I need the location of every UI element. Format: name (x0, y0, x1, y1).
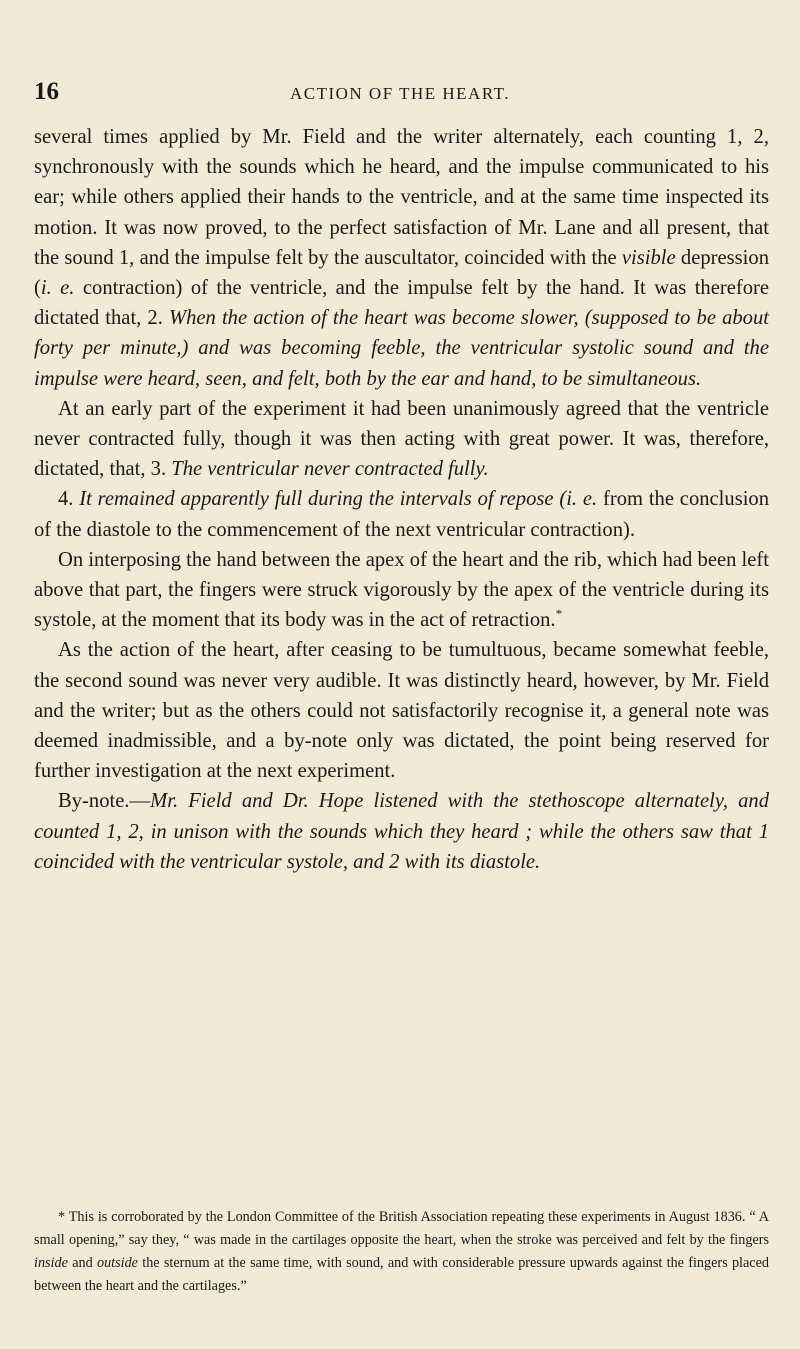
body-text (34, 122, 769, 877)
text-run: By-note.— (58, 790, 151, 813)
text-run: At an early part of the experiment it had been unanimously agreed that the ventricle never contracted fully, though it was then acting with great power. It was, therefore, dictated, that, 3. (34, 397, 769, 481)
text-run: the sternum at the same time, with sound, and with considerable pressure upwards against the fingers placed between the heart and the cartilages.” (34, 1255, 769, 1294)
text-run: * This is corroborated by the London Committee of the British Association repeating these experiments in August 1836. “ A small opening,” say they, “ was made in the cartilages opposite the heart, when the stroke was perceived and felt by the fingers (34, 1209, 769, 1248)
italic-text: Mr. Field and Dr. Hope listened with the stethoscope alternately, and counted 1, 2, in unison with the sounds which they heard ; while the others saw that 1 coincided with the ventricular systole, and 2 with its diastole. (34, 790, 769, 873)
text-run: and (67, 1255, 97, 1271)
italic-text: inside (34, 1255, 68, 1271)
text-run: On interposing the hand between the apex of the heart and the rib, which had been left above that part, the fingers were struck vigorously by the apex of the ventricle during its systole, at the moment that its body was in the act of retraction. (34, 548, 769, 632)
text-run: As the action of the heart, after ceasing to be tumultuous, became somewhat feeble, the second sound was never very audible. It was distinctly heard, however, by Mr. Field and the writer; but as the others could not satisfactorily recognise it, a general note was deemed inadmissible, and a by-note only was dictated, the point being reserved for further investigation at the next experiment. (34, 639, 769, 783)
paragraph (34, 394, 769, 485)
text-run: contraction) of the ventricle, and the impulse felt by the hand. It was therefore dictated that, 2. (34, 277, 769, 330)
italic-text: visible (621, 246, 676, 269)
paragraph (34, 484, 769, 544)
italic-text: i. e. (40, 277, 75, 300)
text-run: from the conclusion of the diastole to the commencement of the next ventricular contraction). (34, 488, 770, 541)
page-number: 16 (34, 78, 59, 105)
text-run: 4. (58, 488, 80, 511)
paragraph (34, 635, 769, 786)
italic-text: When the action of the heart was become slower, (supposed to be about forty per minute,) and was becoming feeble, the ventricular systolic sound and the impulse were heard, seen, and felt, both by the ear and hand, to be simultaneous. (34, 307, 769, 390)
italic-text: It remained apparently full during the intervals of repose (i. e. (79, 488, 598, 511)
paragraph (34, 545, 769, 636)
italic-text: outside (96, 1255, 138, 1271)
running-title: ACTION OF THE HEART. (289, 84, 511, 103)
text-run: several times applied by Mr. Field and the writer alternately, each counting 1, 2, synchronously with the sounds which he heard, and the impulse communicated to his ear; while others applied their hands to the ventricle, and at the same time inspected its motion. It was now proved, to the perfect satisfaction of Mr. Lane and all present, that the sound 1, and the impulse felt by the auscultator, coincided with the (34, 126, 769, 269)
footnote (34, 1206, 769, 1298)
paragraph (34, 122, 769, 394)
text-run: depression ( (34, 246, 770, 300)
italic-text: The ventricular never contracted fully. (171, 458, 489, 481)
footnote-text (34, 1206, 769, 1298)
running-head (34, 78, 766, 108)
footnote-marker: * (555, 606, 563, 622)
paragraph (34, 786, 769, 877)
